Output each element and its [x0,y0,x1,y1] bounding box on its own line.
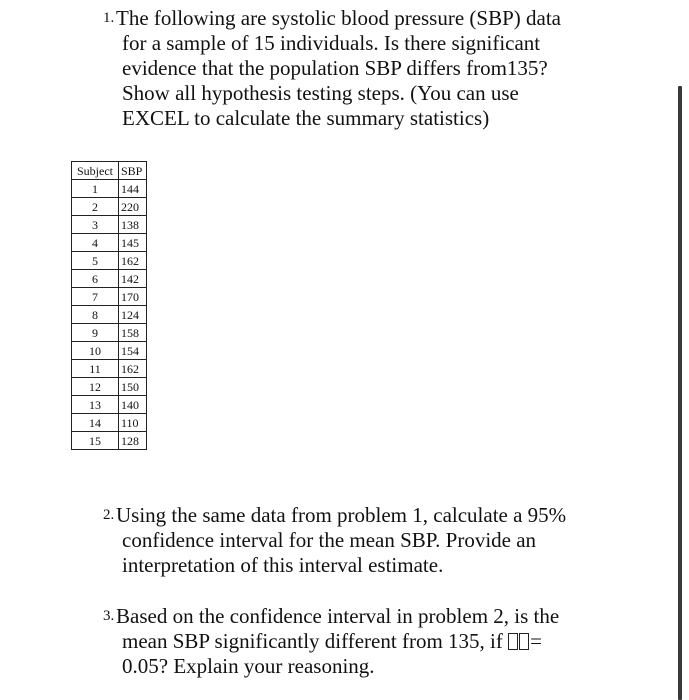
subject-cell: 8 [72,306,119,324]
subject-cell: 14 [72,414,119,432]
problem-3-line-2-wrap [103,629,559,654]
header-sbp: SBP [119,162,147,180]
subject-cell: 10 [72,342,119,360]
table-row [72,198,147,216]
sbp-cell: 162 [119,252,147,270]
problem-3-line-1: Based on the confidence interval in problem 2, is the [116,604,560,628]
subject-cell: 15 [72,432,119,450]
problem-1 [103,6,561,131]
table-row [72,414,147,432]
problem-1-line-1: The following are systolic blood pressure (SBP) data [116,6,561,30]
sbp-cell: 140 [119,396,147,414]
subject-cell: 2 [72,198,119,216]
table-row [72,432,147,450]
table-row [72,306,147,324]
table-row [72,342,147,360]
subject-cell: 11 [72,360,119,378]
problem-1-number: 1. [103,10,115,26]
subject-cell: 12 [72,378,119,396]
problem-1-line-5: EXCEL to calculate the summary statistics) [122,106,490,130]
problem-3-line-2: mean SBP significantly different from 135, if [122,629,503,653]
sbp-cell: 142 [119,270,147,288]
table-row [72,396,147,414]
table-row [72,378,147,396]
sbp-cell: 128 [119,432,147,450]
table-row [72,252,147,270]
missing-glyph-icon [519,633,529,650]
sbp-cell: 162 [119,360,147,378]
sbp-cell: 220 [119,198,147,216]
sbp-data-table [71,161,147,450]
sbp-cell: 145 [119,234,147,252]
sbp-cell: 154 [119,342,147,360]
table-row [72,270,147,288]
header-subject: Subject [72,162,119,180]
problem-1-line-3: evidence that the population SBP differs from135? [122,56,548,80]
sbp-cell: 144 [119,180,147,198]
sbp-cell: 158 [119,324,147,342]
problem-2-line-1: Using the same data from problem 1, calculate a 95% [116,503,567,527]
subject-cell: 6 [72,270,119,288]
subject-cell: 1 [72,180,119,198]
problem-3-number: 3. [103,608,115,624]
sbp-cell: 110 [119,414,147,432]
table-row [72,234,147,252]
problem-3 [103,604,559,679]
table-header-row [72,162,147,180]
missing-glyph-icon [508,633,518,650]
sbp-cell: 170 [119,288,147,306]
problem-3-line-3: 0.05? Explain your reasoning. [122,654,375,678]
table-row [72,360,147,378]
subject-cell: 7 [72,288,119,306]
subject-cell: 5 [72,252,119,270]
problem-1-line-4: Show all hypothesis testing steps. (You can use [122,81,519,105]
problem-2-line-3: interpretation of this interval estimate. [122,553,444,577]
subject-cell: 13 [72,396,119,414]
sbp-cell: 150 [119,378,147,396]
problem-2-number: 2. [103,507,115,523]
subject-cell: 9 [72,324,119,342]
equals-sign: = [530,629,542,653]
problem-1-line-2: for a sample of 15 individuals. Is there significant [122,31,541,55]
subject-cell: 3 [72,216,119,234]
table-row [72,216,147,234]
problem-2-line-2: confidence interval for the mean SBP. Provide an [122,528,537,552]
sbp-cell: 138 [119,216,147,234]
problem-2 [103,503,566,578]
table-row [72,324,147,342]
table-row [72,288,147,306]
table-row [72,180,147,198]
sbp-cell: 124 [119,306,147,324]
vertical-scrollbar[interactable] [678,86,682,700]
subject-cell: 4 [72,234,119,252]
